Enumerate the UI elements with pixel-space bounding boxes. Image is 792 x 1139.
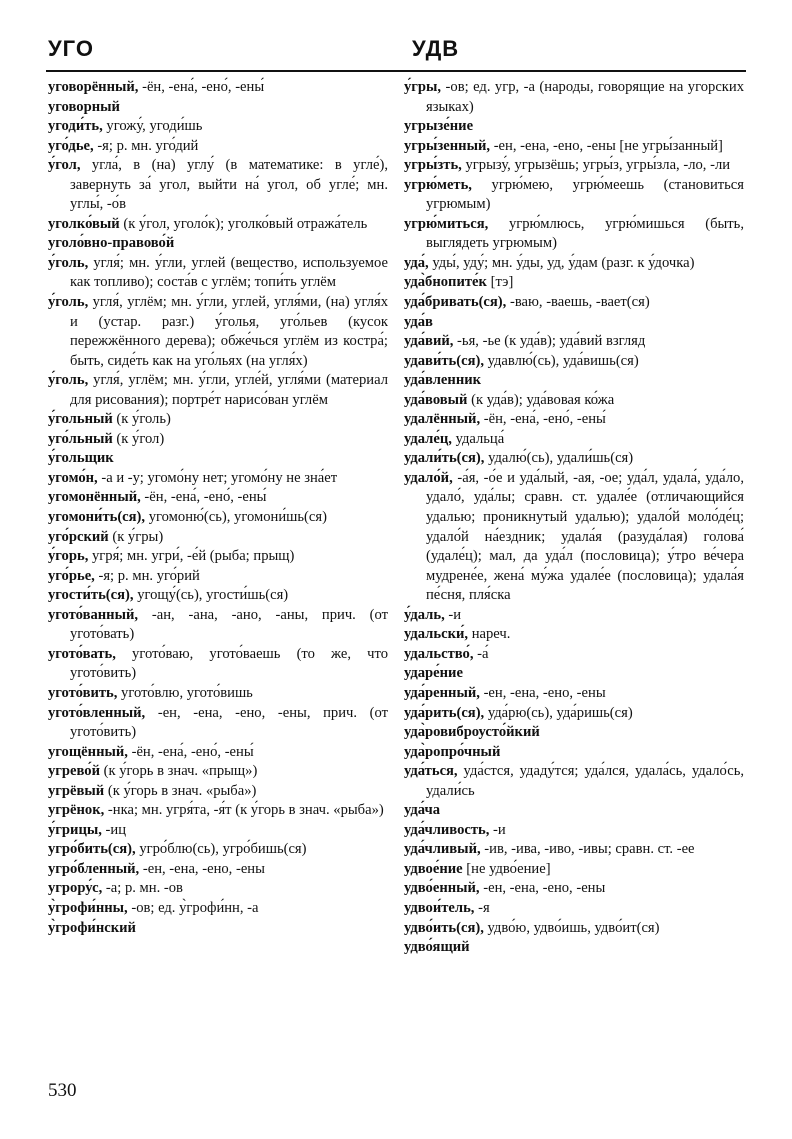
dictionary-entry — [48, 821, 388, 841]
dictionary-entry — [48, 879, 388, 899]
dictionary-entry — [404, 352, 744, 372]
entry-headword: удвои́тель, — [404, 899, 475, 916]
dictionary-entry — [48, 782, 388, 802]
dictionary-entry — [404, 137, 744, 157]
entry-definition: угото́ваю, угото́ваешь (то же, что угото́вить) — [70, 645, 388, 682]
dictionary-entry — [404, 215, 744, 254]
dictionary-entry — [48, 430, 388, 450]
entry-headword: удали́ть(ся), — [404, 450, 485, 467]
entry-definition: -ён, -ена́, -ено́, -ены́ — [480, 411, 606, 428]
entry-definition: -нка; мн. угря́та, -я́т (к у́горь в знач. «рыба») — [104, 802, 384, 819]
page-number: 530 — [48, 1080, 77, 1101]
header-rule — [46, 70, 746, 72]
entry-definition: -а́ — [473, 645, 489, 662]
dictionary-entry — [404, 860, 744, 880]
entry-headword: у́гол, — [48, 157, 81, 174]
dictionary-entry — [48, 488, 388, 508]
dictionary-entry — [48, 840, 388, 860]
entry-headword: угоди́ть, — [48, 118, 103, 135]
entry-definition: -ан, -ана, -ано, -аны, прич. (от угото́вать) — [70, 606, 388, 643]
entry-definition: (к у́гол) — [112, 430, 165, 447]
entry-definition: удалю́(сь), удали́шь(ся) — [484, 450, 634, 467]
entry-definition: -ён, -ена́, -ено́, -ены́ — [140, 489, 267, 506]
dictionary-entry — [404, 645, 744, 665]
entry-definition: удво́ю, удво́ишь, удво́ит(ся) — [483, 919, 660, 936]
entry-headword: удво́ить(ся), — [404, 919, 484, 936]
entry-headword: угото́вать, — [48, 645, 116, 662]
entry-headword: уда́чливый, — [404, 841, 481, 858]
entry-headword: угрёнок, — [48, 802, 105, 819]
entry-definition: -ен, -ена, -ено, -ены — [139, 860, 265, 877]
dictionary-entry — [404, 684, 744, 704]
dictionary-entry — [404, 899, 744, 919]
entry-definition: угрю́мею, угрю́меешь (становиться угрюмым) — [426, 176, 744, 213]
entry-definition: -ов; ед. у̀грофи́нн, -а — [127, 899, 259, 916]
entry-definition: -я — [474, 899, 490, 916]
dictionary-entry — [404, 156, 744, 176]
entry-definition: (к у́гол, уголо́к); уголко́вый отража́тель — [119, 215, 368, 232]
entry-definition: -и — [444, 606, 462, 623]
entry-headword: уголо́вно-правово́й — [48, 235, 175, 252]
entry-definition: (к у́горь в знач. «рыба») — [104, 782, 257, 799]
dictionary-entry — [404, 821, 744, 841]
entry-headword: угрёвый — [48, 782, 105, 799]
entry-headword: удале́ц, — [404, 430, 452, 447]
entry-definition: угря́; мн. угри́, -е́й (рыба; прыщ) — [88, 548, 295, 565]
dictionary-entry — [48, 293, 388, 371]
entry-definition: угла́, в (на) углу́ (в математике: в угле́), завернуть за́ угол, выйти на́ угол, об угле́; мн. углы́, -о́в — [70, 157, 388, 213]
entry-headword: уго́дье, — [48, 137, 94, 154]
entry-headword: угото́вленный, — [48, 704, 146, 721]
entry-definition: угля́, углём; мн. у́гли, угле́й, угля́ми (материал для рисования); портре́т нарисо́ван углём — [70, 372, 388, 408]
dictionary-entry — [404, 117, 744, 137]
dictionary-entry — [48, 469, 388, 489]
dictionary-entry — [48, 234, 388, 254]
dictionary-entry — [48, 899, 388, 919]
entry-headword: угры́зть, — [404, 157, 462, 174]
dictionary-entry — [404, 332, 744, 352]
entry-definition: -я; р. мн. уго́рий — [94, 567, 200, 584]
entry-definition: (к у́голь) — [112, 411, 171, 428]
entry-headword: удало́й, — [404, 469, 453, 486]
dictionary-entry — [404, 879, 744, 899]
entry-definition: уда́рю(сь), уда́ришь(ся) — [484, 704, 633, 721]
dictionary-entry — [48, 117, 388, 137]
entry-definition: -ен, -ена, -ено, -ены — [479, 880, 606, 897]
entry-headword: уда́ренный, — [404, 684, 480, 701]
dictionary-entry — [48, 371, 388, 410]
dictionary-entry — [48, 78, 388, 98]
entry-definition: [не удво́ение] — [462, 860, 551, 877]
dictionary-entry — [404, 840, 744, 860]
entry-headword: уго́льный — [48, 430, 113, 447]
dictionary-entry — [404, 938, 744, 958]
dictionary-entry — [404, 371, 744, 391]
entry-headword: уда́вленник — [404, 372, 482, 389]
entry-definition: угро́блю(сь), угро́бишь(ся) — [135, 841, 307, 858]
entry-headword: уда̀ропро́чный — [404, 743, 501, 760]
dictionary-entry — [48, 156, 388, 215]
entry-headword: угрызе́ние — [404, 118, 474, 135]
entry-headword: у́голь, — [48, 294, 89, 311]
entry-definition: -ваю, -ваешь, -вает(ся) — [506, 294, 650, 311]
entry-definition: -а; р. мн. -ов — [102, 880, 183, 897]
dictionary-entry — [48, 547, 388, 567]
entry-definition: угожу́, угоди́шь — [102, 118, 203, 135]
entry-definition: -а и -у; угомо́ну нет; угомо́ну не зна́ет — [97, 469, 338, 486]
entry-definition: угощу́(сь), угости́шь(ся) — [133, 587, 289, 604]
entry-headword: уголко́вый — [48, 215, 120, 232]
entry-headword: удво́ящий — [404, 939, 470, 956]
entry-headword: уда́вовый — [404, 391, 468, 408]
entry-definition: -ен, -ена, -ено, -ены — [479, 684, 606, 701]
dictionary-entry — [48, 215, 388, 235]
entry-headword: у́грицы, — [48, 821, 102, 838]
entry-definition: уда́стся, удаду́тся; уда́лся, удала́сь, удало́сь, удали́сь — [426, 763, 744, 799]
dictionary-entry — [404, 391, 744, 411]
entry-headword: уда́бривать(ся), — [404, 294, 507, 311]
dictionary-entry — [404, 293, 744, 313]
entry-headword: у̀грофи́нский — [48, 919, 136, 936]
entry-headword: удальски́, — [404, 626, 469, 643]
entry-headword: у́голь, — [48, 372, 89, 389]
entry-definition: -ён, -ена́, -ено́, -ены́ — [138, 79, 265, 95]
entry-headword: уда́ться, — [404, 763, 458, 780]
dictionary-entry — [48, 704, 388, 743]
entry-headword: у́гры, — [404, 79, 442, 95]
entry-headword: угро́бленный, — [48, 860, 140, 877]
entry-definition: -ен, -ена, -ено, -ены [не угры́занный] — [490, 137, 723, 154]
entry-definition: -ив, -ива, -иво, -ивы; сравн. ст. -ее — [480, 841, 695, 858]
entry-headword: у̀грофи́нны, — [48, 899, 128, 916]
entry-headword: удво́енный, — [404, 880, 480, 897]
dictionary-entry — [404, 78, 744, 117]
dictionary-entry — [48, 449, 388, 469]
entry-definition: угля́; мн. у́гли, углей (вещество, используемое как топливо); соста́в с углём; топи́ть углём — [70, 254, 388, 291]
entry-headword: уго́рье, — [48, 567, 95, 584]
running-head-left: УГО — [48, 36, 94, 61]
entry-headword: уда̀бнопите́к — [404, 274, 487, 291]
entry-headword: уговорный — [48, 98, 120, 115]
dictionary-entry — [48, 606, 388, 645]
entry-headword: уговорённый, — [48, 79, 139, 95]
dictionary-entry — [48, 508, 388, 528]
entry-definition: (к у́гры) — [108, 528, 164, 545]
entry-headword: угомони́ть(ся), — [48, 509, 146, 526]
entry-definition: -и — [489, 821, 506, 838]
entry-headword: удальство́, — [404, 645, 474, 662]
entry-definition: угрызу́, угрызёшь; угры́з, угры́зла, -ло, -ли — [461, 157, 731, 174]
dictionary-entry — [48, 762, 388, 782]
entry-headword: у́голь, — [48, 254, 89, 271]
entry-headword: ударе́ние — [404, 665, 463, 682]
entry-headword: удалённый, — [404, 411, 481, 428]
dictionary-entry — [404, 313, 744, 333]
entry-definition: (к уда́в); уда́вовая ко́жа — [467, 391, 615, 408]
entry-definition: [тэ] — [486, 274, 514, 291]
entry-headword: у́гольный — [48, 411, 113, 428]
dictionary-entry — [48, 98, 388, 118]
dictionary-entry — [48, 919, 388, 939]
dictionary-entry — [48, 137, 388, 157]
dictionary-entry — [404, 430, 744, 450]
entry-headword: уда́вий, — [404, 333, 454, 350]
entry-definition: -иц — [101, 821, 127, 838]
entry-headword: угрю́меть, — [404, 176, 472, 193]
dictionary-entry — [48, 801, 388, 821]
dictionary-entry — [404, 449, 744, 469]
entry-headword: уда́ча — [404, 802, 440, 819]
entry-definition: нареч. — [468, 626, 511, 643]
entry-definition: (к у́горь в знач. «прыщ») — [100, 763, 258, 780]
dictionary-entry — [48, 586, 388, 606]
dictionary-entry — [404, 176, 744, 215]
dictionary-entry — [404, 625, 744, 645]
entry-headword: уда̀ровиброусто́йкий — [404, 724, 540, 741]
dictionary-entry — [404, 704, 744, 724]
entry-headword: угры́зенный, — [404, 137, 491, 154]
entry-headword: уда́рить(ся), — [404, 704, 485, 721]
dictionary-entry — [48, 528, 388, 548]
dictionary-entry — [404, 469, 744, 606]
entry-headword: угрево́й — [48, 763, 101, 780]
entry-headword: уда́чливость, — [404, 821, 490, 838]
entry-definition: удавлю́(сь), уда́вишь(ся) — [483, 352, 639, 369]
entry-definition: уды́, уду́; мн. у́ды, уд, у́дам (разг. к у́дочка) — [428, 254, 695, 271]
entry-headword: у́даль, — [404, 606, 445, 623]
entry-headword: уда́, — [404, 254, 429, 271]
entry-definition: -ья, -ье (к уда́в); уда́вий взгляд — [453, 333, 646, 350]
entry-definition: угля́, углём; мн. у́гли, углей, угля́ми, (на) угля́х и (устар. разг.) у́голья, уго́льев (кусок пережжённого дерева); обже́чься углём из костра́; быть, сиде́ть как на уго́льях (на угля́х) — [70, 294, 388, 369]
entry-definition: -ён, -ена́, -ено́, -ены́ — [127, 743, 254, 760]
entry-headword: угрору́с, — [48, 880, 103, 897]
entry-headword: угощённый, — [48, 743, 128, 760]
dictionary-entry — [404, 410, 744, 430]
entry-headword: угото́ванный, — [48, 606, 139, 623]
dictionary-entry — [48, 684, 388, 704]
entry-headword: удвое́ние — [404, 860, 463, 877]
entry-definition: -я; р. мн. уго́дий — [93, 137, 199, 154]
dictionary-entry — [404, 801, 744, 821]
entry-headword: угро́бить(ся), — [48, 841, 136, 858]
entry-definition: удальца́ — [451, 430, 505, 447]
dictionary-entry — [48, 410, 388, 430]
entry-headword: уда́в — [404, 313, 433, 330]
dictionary-entry — [404, 273, 744, 293]
entry-definition: -а́я, -о́е и уда́лый, -ая, -ое; уда́л, удала́, уда́ло, удало́, уда́лы; сравн. ст. удале́е (отличающийся удалью; проникнутый удалью); удало́й моло́де́ц; удало́й на́ездник; удала́я (разуда́лая) голова́ (удале́ц); мал, да уда́л (пословица); у́тро ве́чера мудрене́е, жена́ му́жа удале́е (пословица); удала́я пе́сня, пля́ска — [426, 469, 744, 604]
dictionary-entry — [404, 919, 744, 939]
entry-headword: угото́вить, — [48, 684, 118, 701]
dictionary-entry — [48, 743, 388, 763]
entry-headword: у́горь, — [48, 548, 89, 565]
entry-definition: угрю́млюсь, угрю́мишься (быть, выглядеть угрюмым) — [426, 215, 744, 252]
dictionary-entry — [404, 762, 744, 801]
entry-definition: -ен, -ена, -ено, -ены, прич. (от угото́вить) — [70, 704, 388, 741]
dictionary-entry — [404, 254, 744, 274]
dictionary-entry — [404, 606, 744, 626]
dictionary-entry — [404, 664, 744, 684]
entry-headword: угости́ть(ся), — [48, 587, 134, 604]
entry-headword: у́гольщик — [48, 450, 114, 467]
dictionary-entry — [404, 723, 744, 743]
entry-headword: угомонённый, — [48, 489, 141, 506]
entry-headword: уго́рский — [48, 528, 109, 545]
entry-definition: угомоню́(сь), угомони́шь(ся) — [145, 509, 327, 526]
entry-headword: угрю́миться, — [404, 215, 489, 232]
running-head-right: УДВ — [412, 36, 460, 61]
dictionary-entry — [48, 860, 388, 880]
dictionary-entry — [404, 743, 744, 763]
entry-definition: угото́влю, угото́вишь — [117, 684, 253, 701]
right-column — [404, 78, 744, 958]
dictionary-entry — [48, 567, 388, 587]
dictionary-entry — [48, 645, 388, 684]
dictionary-entry — [48, 254, 388, 293]
entry-headword: угомо́н, — [48, 469, 98, 486]
entry-headword: удави́ть(ся), — [404, 352, 484, 369]
entry-definition: -ов; ед. угр, -а (народы, говорящие на угорских языках) — [426, 79, 744, 115]
left-column — [48, 78, 388, 938]
